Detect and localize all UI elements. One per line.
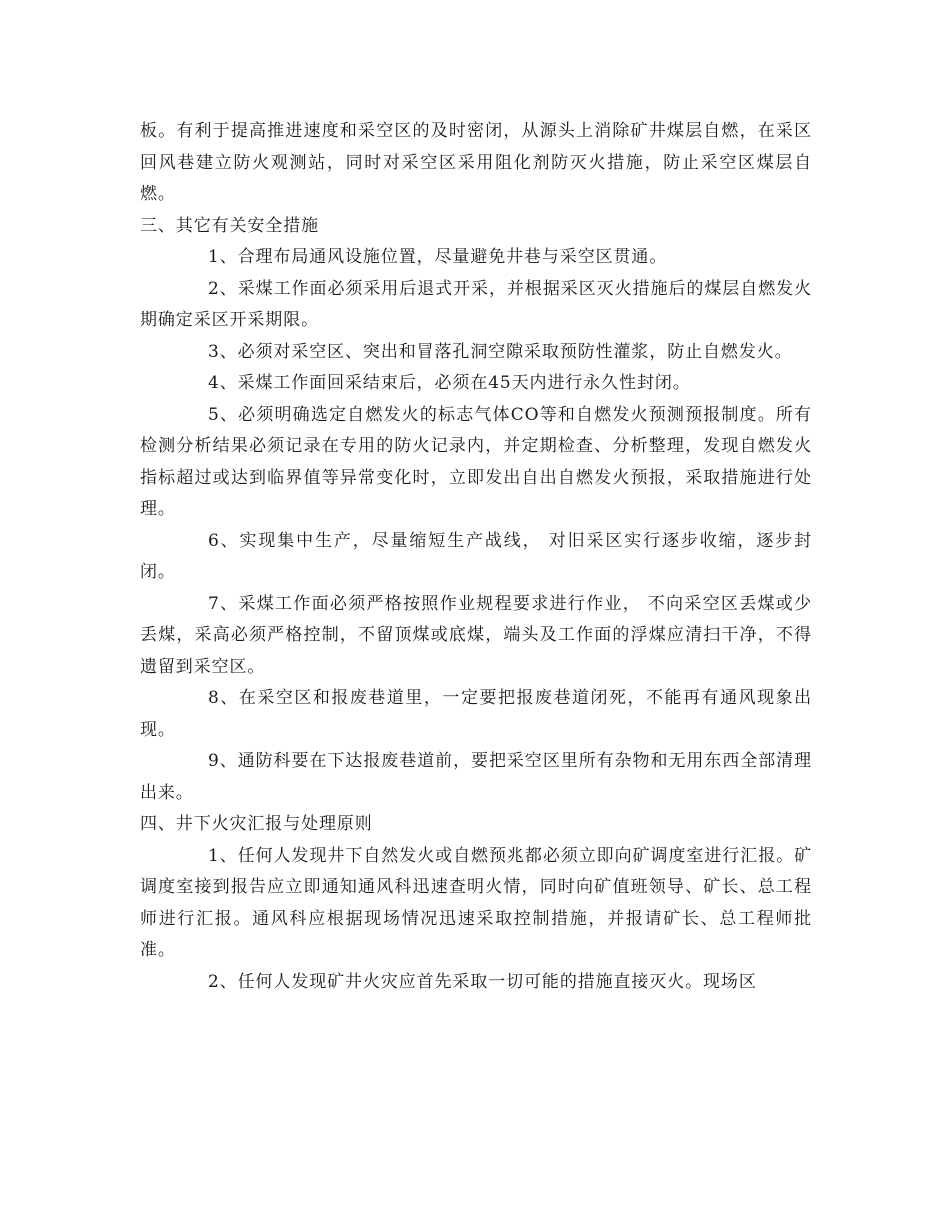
list-item: 2、采煤工作面必须采用后退式开采，并根据采区灭火措施后的煤层自燃发火期确定采区开采期限。 xyxy=(140,278,812,330)
list-item: 7、采煤工作面必须严格按照作业规程要求进行作业， 不向采空区丢煤或少丢煤，采高必须严格控制，不留顶煤或底煤，端头及工作面的浮煤应清扫干净，不得遗留到采空区。 xyxy=(140,593,812,677)
section-heading-4: 四、井下火灾汇报与处理原则 xyxy=(140,814,373,834)
list-item: 3、必须对采空区、突出和冒落孔洞空隙采取预防性灌浆，防止自燃发火。 xyxy=(208,341,793,362)
list-item: 6、实现集中生产，尽量缩短生产战线， 对旧采区实行逐步收缩，逐步封闭。 xyxy=(140,530,812,582)
list-item: 9、通防科要在下达报废巷道前，要把采空区里所有杂物和无用东西全部清理出来。 xyxy=(140,751,812,803)
list-item: 2、任何人发现矿井火灾应首先采取一切可能的措施直接灭火。现场区 xyxy=(208,971,757,992)
list-item: 1、任何人发现井下自然发火或自燃预兆都必须立即向矿调度室进行汇报。矿调度室接到报告应立即通知通风科迅速查明火情，同时向矿值班领导、矿长、总工程师进行汇报。通风科应根据现场情况迅速采取控制措施，并报请矿长、总工程师批准。 xyxy=(140,845,812,960)
document-body xyxy=(140,116,812,998)
paragraph-continuation: 板。有利于提高推进速度和采空区的及时密闭，从源头上消除矿井煤层自燃，在采区回风巷建立防火观测站，同时对采空区采用阻化剂防灭火措施，防止采空区煤层自燃。 xyxy=(140,121,812,204)
list-item: 8、在采空区和报废巷道里，一定要把报废巷道闭死，不能再有通风现象出现。 xyxy=(140,688,812,740)
list-item: 5、必须明确选定自燃发火的标志气体CO等和自燃发火预测预报制度。所有检测分析结果必须记录在专用的防火记录内，并定期检查、分析整理，发现自燃发火指标超过或达到临界值等异常变化时，立即发出自出自燃发火预报，采取措施进行处理。 xyxy=(140,404,812,519)
section-heading-3: 三、其它有关安全措施 xyxy=(140,215,319,236)
list-item: 4、采煤工作面回采结束后，必须在45天内进行永久性封闭。 xyxy=(208,373,691,393)
list-item: 1、合理布局通风设施位置，尽量避免井巷与采空区贯通。 xyxy=(208,247,668,267)
